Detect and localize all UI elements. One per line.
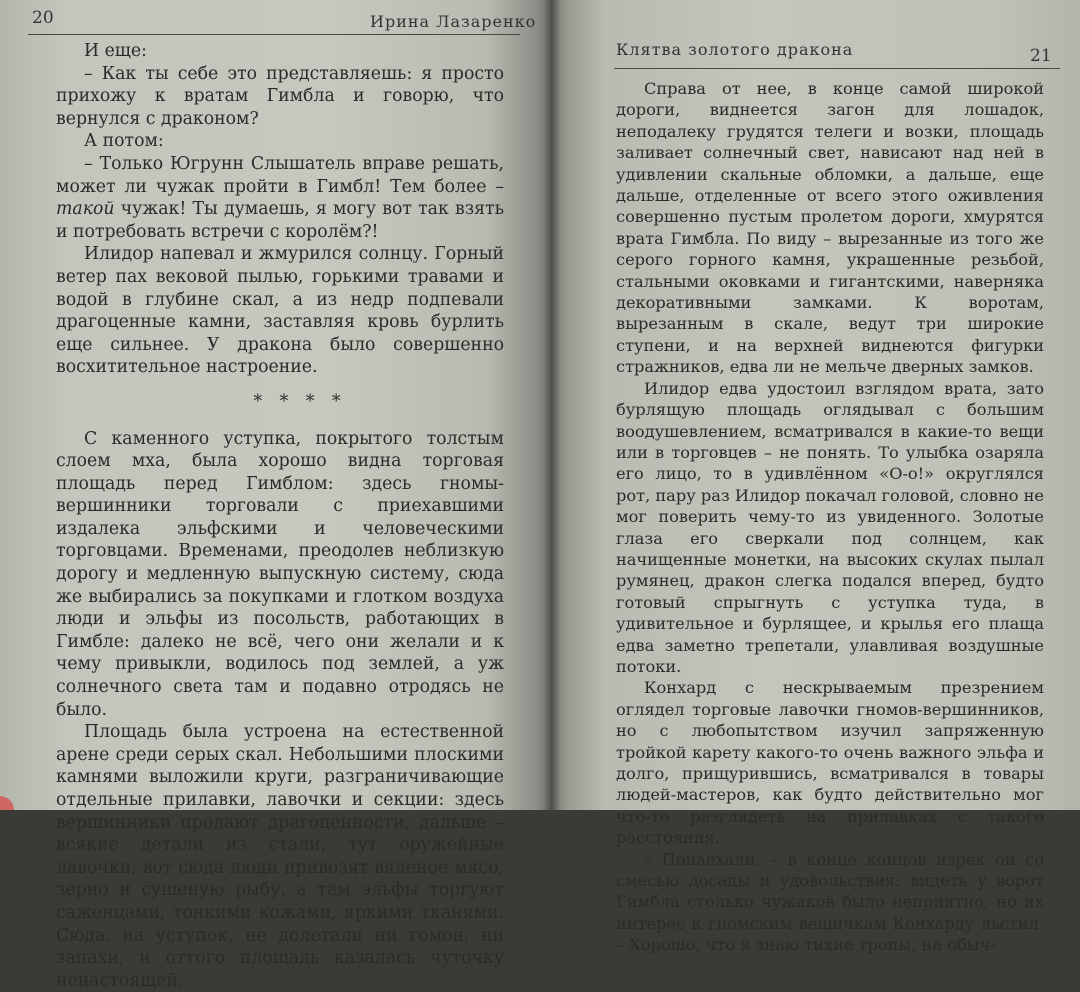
page-number: 20 <box>32 8 54 28</box>
paragraph: – Понаехали, – в конце концов изрек он со смесью досады и удовольствия: видеть у ворот Гимбла столько чужаков было неприятно, но их интерес к гномским вещичкам Конхарду льстил. – Хорошо, что я знаю тихие тропы, на обыч- <box>616 849 1044 955</box>
header-rule <box>28 34 520 35</box>
paragraph: – Только Югрунн Слышатель вправе решать, может ли чужак пройти в Гимбл! Тем более – такой чужак! Ты думаешь, я могу вот так взять и потребовать встречи с королём?! <box>56 153 504 242</box>
running-head-author: Ирина Лазаренко <box>370 12 537 31</box>
paragraph: Илидор едва удостоил взглядом врата, зато бурлящую площадь оглядывал с большим воодушевлением, всматривался в какие-то вещи или в торговцев – не понять. То улыбка озаряла его лицо, то в удивлённом «О-о!» округлялся рот, пару раз Илидор покачал головой, словно не мог поверить чему-то из увиденного. Золотые глаза его сверкали под солнцем, как начищенные монетки, на высоких скулах пылал румянец, дракон слегка подался вперед, будто готовый спрыгнуть с уступка туда, в удивительное и бурлящее, и крылья его плаща едва заметно трепетали, улавливая воздушные потоки. <box>616 378 1044 676</box>
header-rule <box>614 68 1060 69</box>
section-separator: * * * * <box>253 391 347 412</box>
left-body-text <box>56 40 504 992</box>
corner-marker <box>0 796 14 810</box>
paragraph: Площадь была устроена на естественной арене среди серых скал. Небольшими плоскими камнями выложили круги, разграничивающие отдельные прилавки, лавочки и секции: здесь вершинники продают драгоценности, дальше – всякие детали из стали, тут оружейные лавочки, вот сюда люди привозят вяленое мясо, зерно и сушеную рыбу, а там эльфы торгуют саженцами, тонкими кожами, яркими тканями. Сюда, на уступок, не долетали ни гомон, ни запахи, и оттого площадь казалась чуточку ненастоящей. <box>56 722 504 991</box>
page-number: 21 <box>1030 46 1052 66</box>
paragraph: Справа от нее, в конце самой широкой дороги, виднеется загон для лошадок, неподалеку грудятся телеги и возки, площадь заливает солнечный свет, нависают над ней в удивлении скальные обломки, а дальше, еще дальше, отделенные от всего этого оживления совершенно пустым пролетом дороги, хмурятся врата Гимбла. По виду – вырезанные из того же серого горного камня, украшенные резьбой, стальными оковками и гигантскими, наверняка декоративными замками. К воротам, вырезанным в скале, ведут три широкие ступени, и на верхней виднеются фигурки стражников, едва ли не мельче дверных замков. <box>616 79 1044 377</box>
paragraph: Конхард с нескрываемым презрением оглядел торговые лавочки гномов-вершинников, но с любопытством изучил запряженную тройкой карету какого-то очень важного эльфа и долго, прищурившись, всматривался в товары людей-мастеров, как будто действительно мог что-то разглядеть на прилавках с такого расстояния. <box>616 678 1044 848</box>
emphasis: такой <box>56 199 115 220</box>
right-body-text <box>616 78 1044 956</box>
paragraph: А потом: <box>84 131 164 152</box>
paragraph: – Как ты себе это представляешь: я просто прихожу к вратам Гимбла и говорю, что вернулся с драконом? <box>56 63 504 129</box>
book-gutter <box>544 0 560 810</box>
paragraph: Илидор напевал и жмурился солнцу. Горный ветер пах вековой пылью, горькими травами и водой в глубине скал, а из недр подпевали драгоценные камни, заставляя кровь бурлить еще сильнее. У дракона было совершенно восхитительное настроение. <box>56 244 504 378</box>
running-head-title: Клятва золотого дракона <box>616 40 854 59</box>
right-page <box>552 0 1080 955</box>
paragraph: И еще: <box>84 41 147 61</box>
paragraph: С каменного уступка, покрытого толстым слоем мха, была хорошо видна торговая площадь перед Гимблом: здесь гномы-вершинники торговали с приехавшими издалека эльфскими и человеческими торговцами. Временами, преодолев неблизкую дорогу и медленную выпускную систему, сюда же выбирались за покупками и глотком воздуха люди и эльфы из посольств, работающих в Гимбле: далеко не всё, чего они желали и к чему привыкли, водилось под землей, а уж солнечного света там и подавно отродясь не было. <box>56 428 504 720</box>
